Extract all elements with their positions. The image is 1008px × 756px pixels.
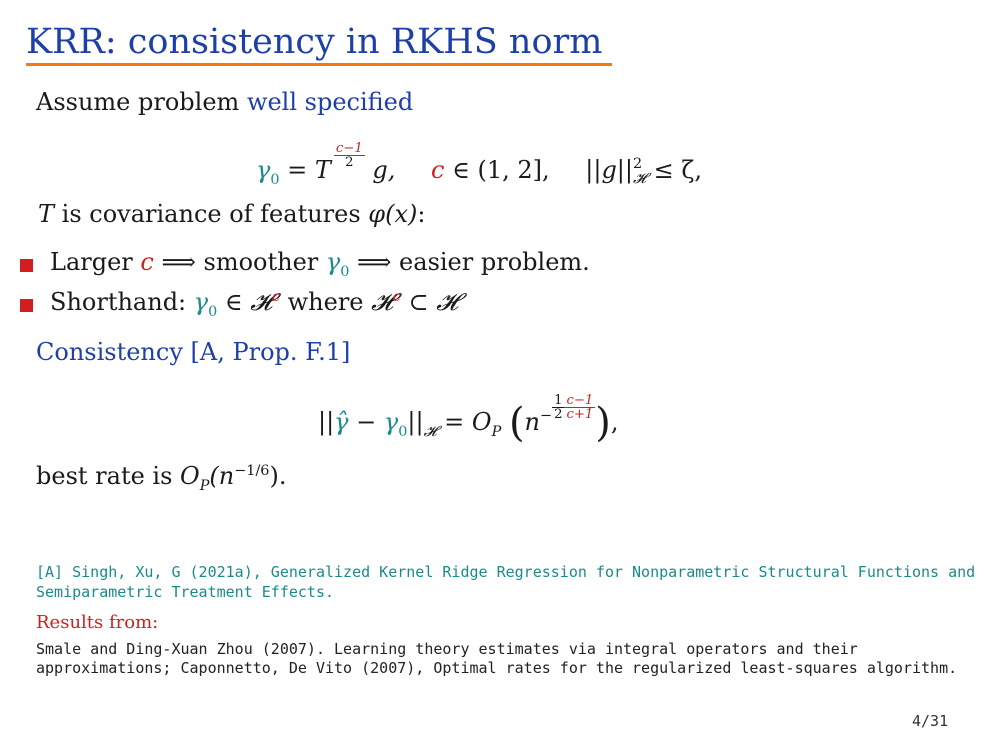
zeta-bound: ≤ ζ, — [645, 156, 702, 185]
slide-title: KRR: consistency in RKHS norm — [26, 22, 603, 62]
title-underline — [26, 63, 612, 66]
best-rate-line: best rate is $O_P(n^{-1/6})$. — [36, 462, 287, 494]
reference-citation: [A] Singh, Xu, G (2021a), Generalized Kernel Ridge Regression for Nonparametric Structural Functions and Semiparametric Treatment Effects. — [36, 563, 976, 601]
exp-fraction-half: $\frac{1}{2}$ — [554, 393, 563, 423]
open-paren: ( — [508, 400, 525, 447]
equation-consistency: ||γ̂ − $\gamma_0||_𝓗 = O_P$ (n− $\frac{1}{2}$ $\frac{c-1}{c+1}$ ), — [318, 393, 619, 447]
exp-fraction-c: $\frac{c-1}{c+1}$ — [566, 393, 594, 423]
gamma0-symbol: $\gamma_0$ — [256, 156, 280, 188]
operator-T: T — [314, 156, 331, 185]
assume-line — [36, 88, 413, 116]
results-from-label: Results from: — [36, 612, 159, 633]
g-symbol: g, — [364, 156, 396, 185]
well-specified-text: well specified — [246, 88, 414, 116]
g-norm: ||g|| — [585, 156, 633, 185]
equation-well-specified — [256, 142, 702, 188]
exponent-fraction: $\frac{c-1}{2}$ — [335, 141, 363, 171]
page-number: 4/31 — [912, 712, 949, 730]
covariance-line: T is covariance of features φ(x): — [38, 200, 426, 228]
bullet-shorthand: Shorthand: $\gamma_0$ ∈ 𝓗$^c$ where 𝓗$^c$ ⊂ 𝓗 — [50, 288, 458, 320]
c-range: ∈ (1, 2], — [444, 156, 550, 185]
assume-prefix: Assume problem — [36, 88, 247, 116]
results-citation: Smale and Ding-Xuan Zhou (2007). Learning theory estimates via integral operators and their approximations; Caponnetto, De Vito (2007), Optimal rates for the regularized least-squares algorithm. — [36, 640, 958, 677]
norm-scripts: 2 𝓗 — [632, 156, 646, 187]
consistency-heading: Consistency [A, Prop. F.1] — [36, 338, 351, 366]
close-paren: ) — [595, 400, 611, 447]
bullet-icon — [20, 299, 33, 312]
equals-sign: = — [279, 156, 315, 185]
c-symbol: c — [430, 156, 445, 185]
bullet-larger-c: Larger c ⟹ smoother $\gamma_0$ ⟹ easier problem. — [50, 248, 590, 280]
bullet-icon — [20, 259, 33, 272]
